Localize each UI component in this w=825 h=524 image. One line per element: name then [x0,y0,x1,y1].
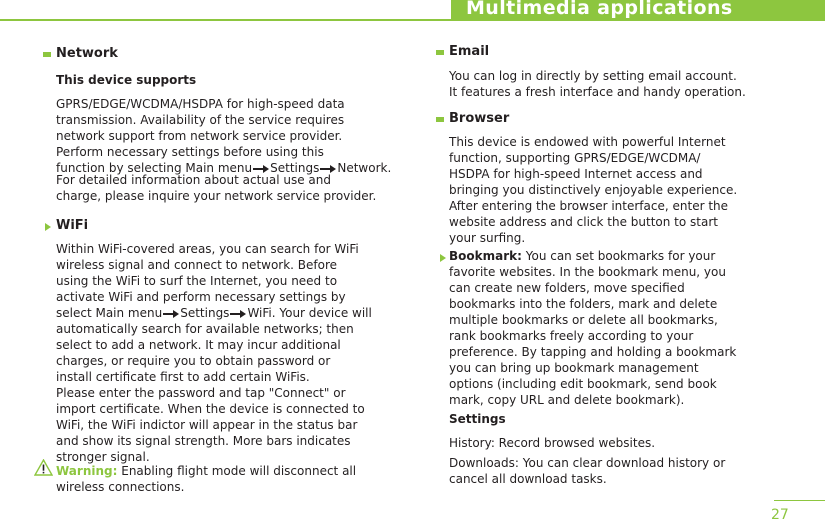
email-heading: Email [449,44,490,59]
square-bullet-icon [43,52,51,57]
network-heading: Network [56,46,118,61]
page-title: Multimedia applications [466,0,733,19]
triangle-bullet-icon [45,223,51,231]
triangle-bullet-icon [440,254,446,262]
square-bullet-icon [436,117,444,122]
square-bullet-icon [436,50,444,55]
settings-downloads: Downloads: You can clear download history or cancel all download tasks. [449,456,726,486]
arrow-right-icon [230,310,246,318]
arrow-right-icon [163,310,179,318]
header-rule [0,19,451,21]
wifi-heading: WiFi [56,218,89,233]
network-subheading: This device supports [56,73,197,87]
bookmark-paragraph: Bookmark: You can set bookmarks for your favorite websites. In the bookmark menu, you can create new folders, move specified bookmarks into the folders, mark and delete multiple bookmarks or delete all bookmarks, rank bookmarks freely according to your preference. By tapping and holding a bookmark you can bring up bookmark management options (including edit bookmark, send book mark, copy URL and delete bookmark). [449,249,737,407]
settings-history: History: Record browsed websites. [449,436,656,450]
browser-heading: Browser [449,111,510,126]
email-paragraph: You can log in directly by setting email account. It features a fresh interface and handy operation. [449,69,746,99]
warning-note: Warning: Enabling flight mode will disconnect all wireless connections. [56,464,357,494]
footer-rule [774,500,825,501]
warning-icon [34,459,53,476]
wifi-paragraph: Within WiFi-covered areas, you can search for WiFi wireless signal and connect to network. Before using the WiFi to surf the Internet, you need to activate WiFi and perform necessary settings by select Main menu Settings WiFi. Your device will automatically search for available networks; then select to add a network. It may incur additional charges, or require you to obtain password or install certificate first to add certain WiFis. Please enter the password and tap "Connect" or import certificate. When the device is connected to WiFi, the WiFi indictor will appear in the status bar and show its signal strength. More bars indicates stronger signal. [56,242,372,464]
page-number: 27 [771,507,789,523]
network-info-paragraph: For detailed information about actual use and charge, please inquire your network service provider. [56,173,377,203]
network-paragraph: GPRS/EDGE/WCDMA/HSDPA for high-speed data transmission. Availability of the service requires network support from network service provider. Perform necessary settings before using this function by selecting Main menu Settings Network. [56,97,392,175]
settings-heading: Settings [449,412,506,426]
browser-paragraph: This device is endowed with powerful Internet function, supporting GPRS/EDGE/WCDMA/ HSDPA for high-speed Internet access and bringing you distinctively enjoyable experience. After entering the browser interface, enter the website address and click the button to start your surfing. [449,135,738,245]
